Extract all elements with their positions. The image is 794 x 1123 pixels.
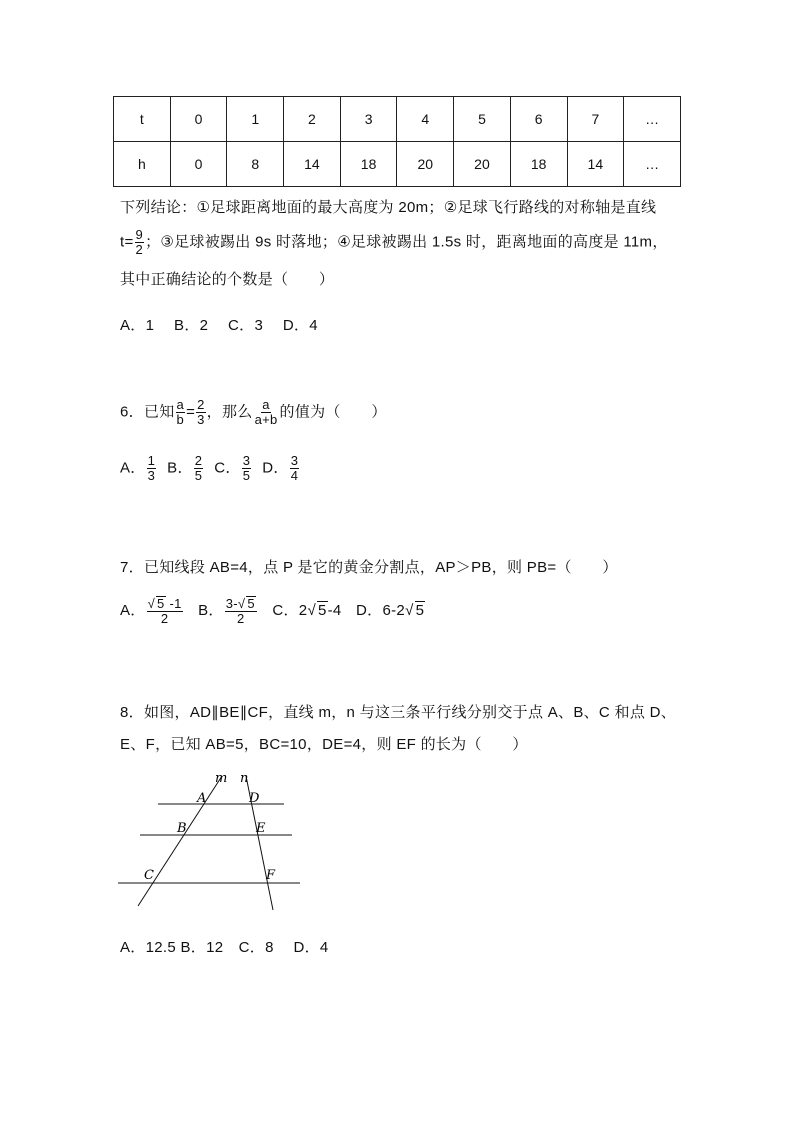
q6-option-frac [242,454,252,483]
row-label: h [114,142,171,187]
q6-option-frac [147,454,157,483]
q6-f3-num: a [262,397,270,412]
q6-option [262,454,300,483]
parallel-lines-figure [110,768,310,913]
q7-b-frac [225,596,257,626]
q6-option [167,454,204,483]
q7-a-label: A． [120,601,146,619]
q6-option [120,454,157,483]
q7-stem: 7．已知线段 AB=4，点 P 是它的黄金分割点，AP＞PB，则 PB=（ ） [120,559,618,576]
q6-option-num: 2 [194,453,203,468]
table-cell: 0 [170,97,227,142]
q5-line3: 其中正确结论的个数是（ ） [120,271,335,288]
line-m [138,776,222,906]
q7-a-den: 2 [160,611,169,626]
q6-frac-23 [196,398,206,427]
q6-prefix: 6．已知 [120,403,175,421]
q6-f2-num: 2 [197,397,205,412]
q6-option-den: 4 [290,468,299,483]
q7-c-rad: 5 [317,601,327,619]
row-label: t [114,97,171,142]
q7-b-rad: 5 [247,596,255,611]
table-row [114,142,681,187]
label-f: F [266,868,276,883]
q6-option-frac [194,454,204,483]
table-cell: 7 [567,97,624,142]
q7-options [120,596,435,626]
table-cell: 1 [227,97,284,142]
q8-options: A．12.5 B．12 C．8 D．4 [120,939,329,956]
q7-c-head: 2 [298,601,308,619]
label-c: C [144,868,154,883]
q7-a-tail: -1 [165,596,182,611]
q6-equals: = [186,403,196,421]
table-cell: 3 [340,97,397,142]
q6-options [120,454,310,483]
q5-fraction [135,228,145,257]
q7-b-den: 2 [237,611,245,626]
label-d: D [249,791,260,806]
table-row [114,97,681,142]
q7-c-tail: -4 [327,601,342,619]
label-e: E [256,821,266,836]
label-n: n [240,771,249,786]
q6-option-frac [290,454,300,483]
q7-b-num: 3-√ 5 [225,596,255,611]
table-cell: … [624,142,681,187]
q6-stem [120,398,387,427]
q6-f1-num: a [176,397,185,412]
q6-option-label: C． [214,459,241,477]
q6-option-den: 5 [194,468,203,483]
label-a: A [197,791,207,806]
q6-option-label: B． [167,459,193,477]
q6-option-den: 3 [147,468,156,483]
q7-a-frac [147,596,183,626]
table-cell: 20 [454,142,511,187]
q6-option-num: 1 [147,453,156,468]
q7-a-rad: 5 [157,596,165,611]
q8-line1: 8．如图，AD∥BE∥CF，直线 m，n 与这三条平行线分别交于点 A、B、C 和点 D、 [120,704,677,721]
q6-option-num: 3 [290,453,299,468]
table-cell: 8 [227,142,284,187]
q5-frac-num: 9 [135,227,144,242]
q7-option-a [120,596,184,626]
table-cell: 14 [284,142,341,187]
q6-frac-ab [176,398,186,427]
q6-option [214,454,252,483]
table-cell: 4 [397,97,454,142]
q7-b-label: B． [198,601,224,619]
q6-suffix: 的值为（ ） [279,403,387,421]
q7-a-num: √ 5 -1 [147,596,182,611]
q6-f1-den: b [176,412,185,427]
q6-f3-den: a+b [254,412,278,427]
table-cell: 6 [510,97,567,142]
q7-d-head: 6-2 [382,601,406,619]
q6-option-den: 5 [242,468,251,483]
q7-option-c: C．2√ 5-4 [272,601,342,619]
q7-option-b [198,596,258,626]
label-m: m [215,771,228,786]
table-cell: 18 [340,142,397,187]
q6-option-label: D． [262,459,289,477]
q6-option-label: A． [120,459,146,477]
q5-line1: 下列结论：①足球距离地面的最大高度为 20m；②足球飞行路线的对称轴是直线 [120,199,657,216]
q8-line2: E、F，已知 AB=5，BC=10，DE=4，则 EF 的长为（ ） [120,736,528,753]
q5-options: A．1 B．2 C．3 D．4 [120,317,318,334]
q5-line2-text: ；③足球被踢出 9s 时落地；④足球被踢出 1.5s 时，距离地面的高度是 11m， [145,233,668,251]
q6-option-num: 3 [242,453,251,468]
q5-frac-den: 2 [135,242,144,257]
q6-frac-target [254,398,279,427]
table-cell: 5 [454,97,511,142]
q6-mid: ，那么 [206,403,253,421]
q7-c-label: C． [272,601,299,619]
data-table [113,96,681,187]
q7-d-rad: 5 [415,601,425,619]
q6-f2-den: 3 [197,412,205,427]
table-cell: … [624,97,681,142]
q7-d-label: D． [356,601,383,619]
q5-t-label: t= [120,233,134,251]
q7-option-d: D．6-2√ 5 [356,601,425,619]
table-cell: 2 [284,97,341,142]
table-cell: 18 [510,142,567,187]
q7-b-head: 3- [225,596,238,611]
table-cell: 20 [397,142,454,187]
table-cell: 0 [170,142,227,187]
q5-line2 [120,228,668,257]
table-cell: 14 [567,142,624,187]
label-b: B [177,821,187,836]
